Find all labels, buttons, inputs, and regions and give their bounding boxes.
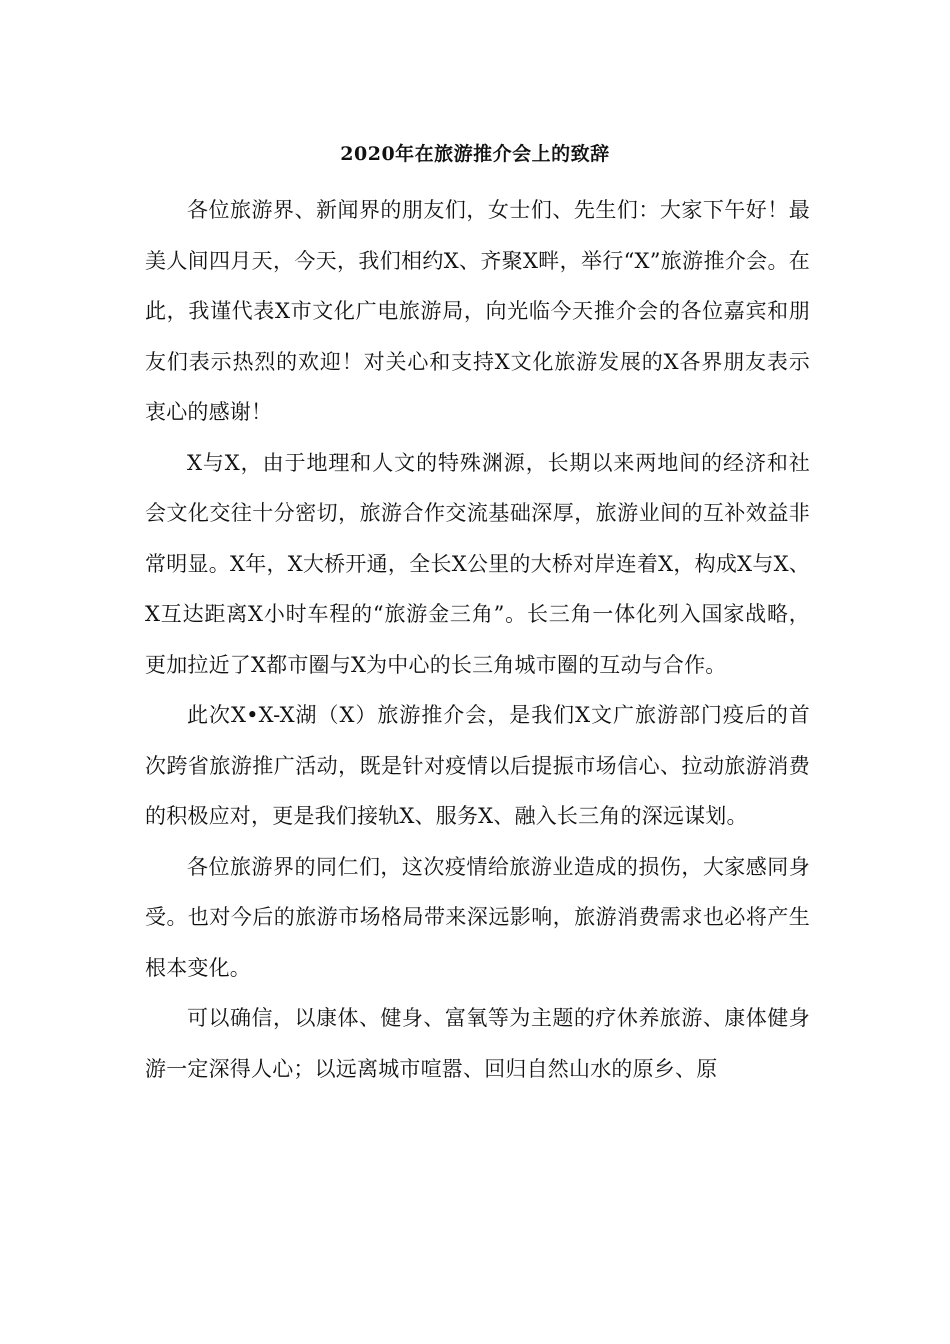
document-title: 2020年在旅游推介会上的致辞 — [340, 143, 610, 165]
paragraph-epidemic-impact: 各位旅游界的同仁们，这次疫情给旅游业造成的损伤，大家感同身受。也对今后的旅游市场格局带来深远影响，旅游消费需求也必将产生根本变化。 — [145, 854, 810, 980]
paragraph-event-purpose: 此次X•X-X湖（X）旅游推介会，是我们X文广旅游部门疫后的首次跨省旅游推广活动，既是针对疫情以后提振市场信心、拉动旅游消费的积极应对，更是我们接轨X、服务X、融入长三角的深远谋划。 — [145, 703, 810, 828]
paragraph-future-trends: 可以确信，以康体、健身、富氧等为主题的疗休养旅游、康体健身游一定深得人心；以远离城市喧嚣、回归自然山水的原乡、原 — [145, 1006, 810, 1081]
paragraph-greeting: 各位旅游界、新闻界的朋友们，女士们、先生们：大家下午好！最美人间四月天，今天，我们相约X、齐聚X畔，举行“X”旅游推介会。在此，我谨代表X市文化广电旅游局，向光临今天推介会的各位嘉宾和朋友们表示热烈的欢迎！对关心和支持X文化旅游发展的X各界朋友表示衷心的感谢！ — [145, 198, 810, 424]
document-body — [145, 185, 810, 1094]
paragraph-regional-ties: X与X，由于地理和人文的特殊渊源，长期以来两地间的经济和社会文化交往十分密切，旅游合作交流基础深厚，旅游业间的互补效益非常明显。X年，X大桥开通，全长X公里的大桥对岸连着X，构成X与X、X互达距离X小时车程的“旅游金三角”。长三角一体化列入国家战略，更加拉近了X都市圈与X为中心的长三角城市圈的互动与合作。 — [145, 450, 810, 677]
